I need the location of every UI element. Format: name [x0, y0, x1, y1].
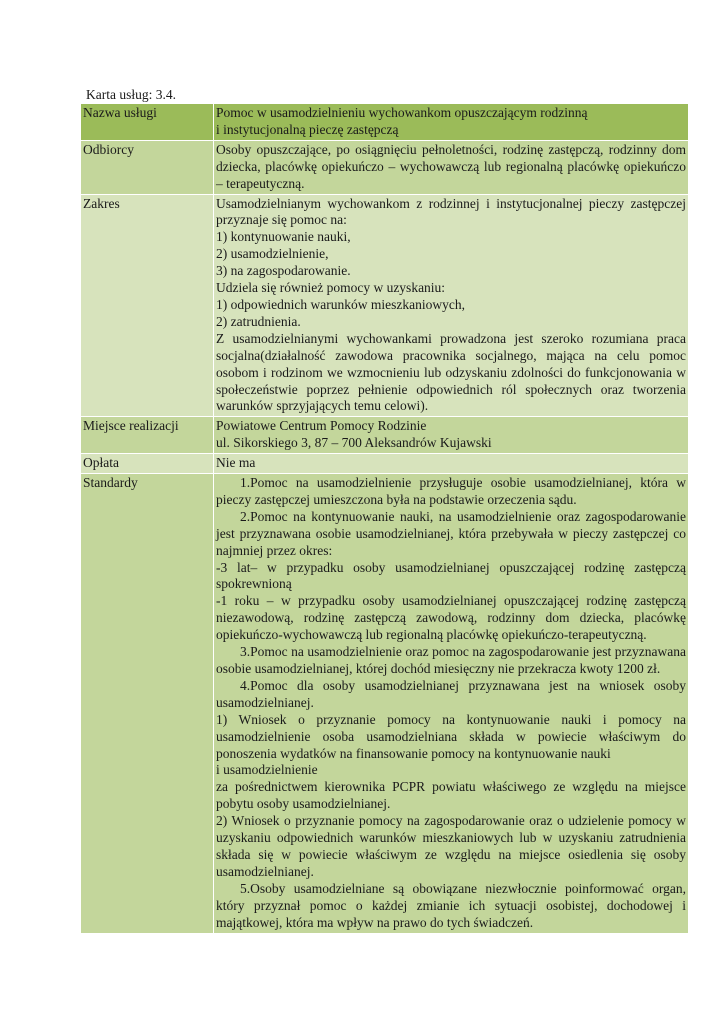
label-fee: Opłata [81, 454, 214, 474]
standard-paragraph-5: 5.Osoby usamodzielniane są obowiązane niezwłocznie poinformować organ, który przyznał pomoc o każdej zmianie ich sytuacji osobistej, dochodowej i majątkowej, która ma wpływ na prawo do tych świadczeń. [216, 880, 686, 930]
row-location [81, 417, 689, 454]
standard-paragraph-2a: -3 lat– w przypadku osoby usamodzielnianej opuszczającej rodzinę zastępczą spokrewnioną [216, 559, 686, 592]
value-scope [214, 194, 689, 417]
value-fee: Nie ma [214, 454, 689, 474]
row-standards [81, 474, 689, 933]
service-name-line-1: Pomoc w usamodzielnieniu wychowankom opuszczającym rodzinną [216, 105, 588, 120]
standard-paragraph-4a-line: i usamodzielnienie [216, 762, 318, 778]
scope-item: 2) usamodzielnienie, [216, 246, 329, 262]
value-service-name [214, 104, 689, 141]
label-standards: Standardy [81, 474, 214, 933]
location-line-2: ul. Sikorskiego 3, 87 – 700 Aleksandrów Kujawski [216, 435, 492, 451]
standard-paragraph-3: 3.Pomoc na usamodzielnienie oraz pomoc na zagospodarowanie jest przyznawana osobie usamodzielnianej, której dochód miesięczny nie przekracza kwoty 1200 zł. [216, 644, 686, 676]
standard-paragraph-4a-cont: za pośrednictwem kierownika PCPR powiatu właściwego ze względu na miejsce pobytu osoby usamodzielnianej. [216, 779, 686, 812]
label-location: Miejsce realizacji [81, 417, 214, 454]
service-name-line-2: i instytucjonalną pieczę zastępczą [216, 121, 399, 137]
scope-item: 1) kontynuowanie nauki, [216, 229, 351, 245]
standard-paragraph-4: 4.Pomoc dla osoby usamodzielnianej przyznawana jest na wniosek osoby usamodzielnianej. [216, 677, 686, 710]
scope-intro: Usamodzielnianym wychowankom z rodzinnej i instytucjonalnej pieczy zastępczej przyznaje się pomoc na: [216, 195, 686, 228]
label-scope: Zakres [81, 194, 214, 417]
value-recipients: Osoby opuszczające, po osiągnięciu pełnoletności, rodzinę zastępczą, rodzinny dom dziecka, placówkę opiekuńczo – wychowawczą lub regionalną placówkę opiekuńczo – terapeutyczną. [214, 140, 689, 194]
location-line-1: Powiatowe Centrum Pomocy Rodzinie [216, 418, 427, 434]
standard-paragraph-4a: 1) Wniosek o przyznanie pomocy na kontynuowanie nauki i pomocy na usamodzielnienie osoba usamodzielniana składa w powiecie właściwym do ponoszenia wydatków na finansowanie pomocy na kontynuowanie nauki [216, 711, 686, 761]
scope-closing: Z usamodzielnianymi wychowankami prowadzona jest szeroko rozumiana praca socjalna(działalność zawodowa pracownika socjalnego, mająca na celu pomoc osobom i rodzinom we wzmocnieniu lub odzyskaniu zdolności do funkcjonowania w społeczeństwie poprzez pełnienie odpowiednich ról społecznych oraz tworzenia warunków sprzyjających temu celowi). [216, 330, 686, 414]
row-fee [81, 454, 689, 474]
value-location [214, 417, 689, 454]
row-service-name [81, 104, 689, 141]
scope-item: 3) na zagospodarowanie. [216, 263, 351, 279]
service-card-table [80, 103, 689, 934]
value-standards [214, 474, 689, 933]
standard-paragraph-4b: 2) Wniosek o przyznanie pomocy na zagospodarowanie oraz o udzielenie pomocy w uzyskaniu odpowiednich warunków mieszkaniowych lub w uzyskaniu zatrudnienia składa się w powiecie właściwym ze względu na miejsce osiedlenia się osoby usamodzielnianej. [216, 813, 686, 879]
standard-paragraph-1: 1.Pomoc na usamodzielnienie przysługuje osobie usamodzielnianej, która w pieczy zastępczej umieszczona była na podstawie orzeczenia sądu. [216, 475, 686, 507]
standard-paragraph-2: 2.Pomoc na kontynuowanie nauki, na usamodzielnienie oraz zagospodarowanie jest przyznawana osobie usamodzielnianej, która przebywała w pieczy zastępczej co najmniej przez okres: [216, 508, 686, 558]
card-number-label: Karta usług: 3.4. [86, 87, 176, 102]
scope-item: Udziela się również pomocy w uzyskaniu: [216, 280, 446, 296]
row-scope [81, 194, 689, 417]
scope-item: 2) zatrudnienia. [216, 313, 301, 329]
standard-paragraph-2b: -1 roku – w przypadku osoby usamodzielnianej opuszczającej rodzinę zastępczą niezawodową, rodzinę zastępczą zawodową, rodzinny dom dziecka, placówkę opiekuńczo-wychowawczą lub regionalną placówkę opiekuńczo-terapeutyczną. [216, 593, 686, 643]
label-service-name: Nazwa usługi [81, 104, 214, 141]
label-recipients: Odbiorcy [81, 140, 214, 194]
row-recipients [81, 140, 689, 194]
scope-item: 1) odpowiednich warunków mieszkaniowych, [216, 296, 465, 312]
